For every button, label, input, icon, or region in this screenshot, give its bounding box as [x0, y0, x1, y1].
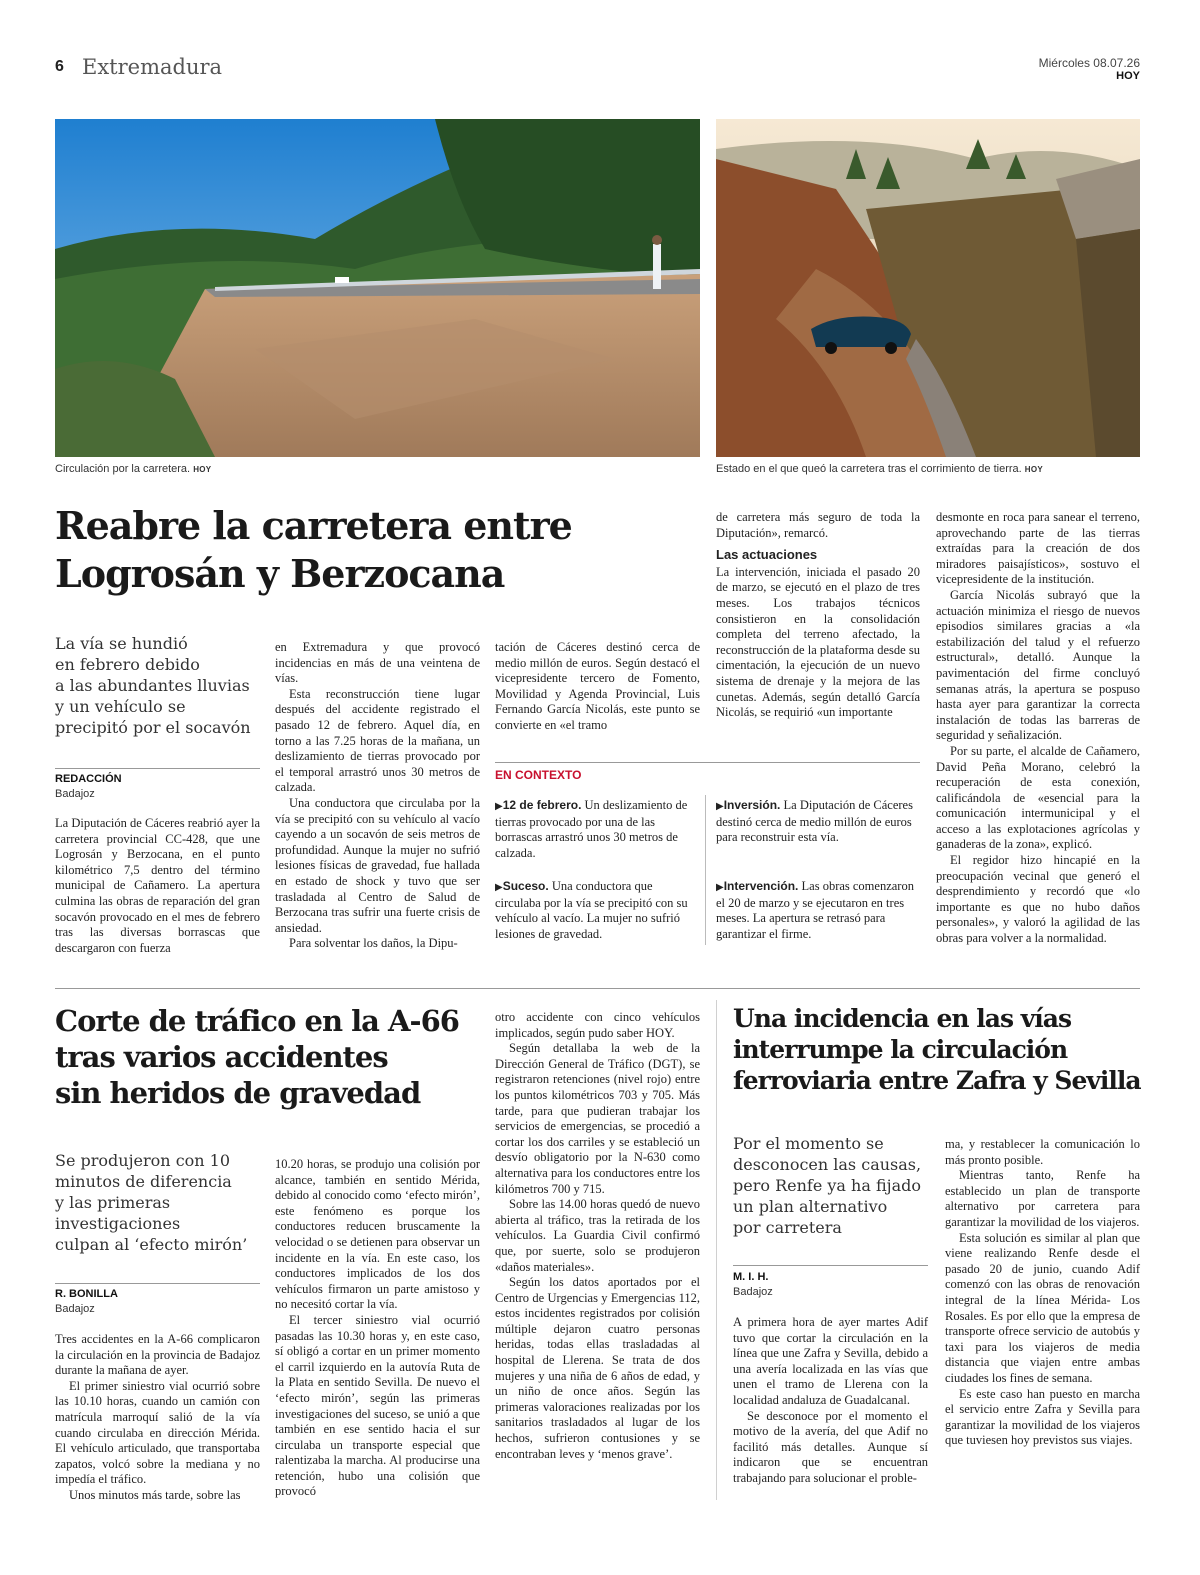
subtitle-line: a las abundantes lluvias	[55, 676, 250, 695]
caption-text: Circulación por la carretera.	[55, 463, 191, 475]
paragraph: Esta reconstrucción tiene lugar después del accidente registrado el pasado 12 de febrero. Aquel día, en torno a las 7.25 horas de la mañana, un deslizamiento de tierras provocado por el temporal arrastró unos 30 metros de calzada.	[275, 686, 480, 795]
subtitle-line: investigaciones	[55, 1214, 181, 1233]
caption-text: Estado en el que queó la carretera tras el corrimiento de tierra.	[716, 463, 1022, 475]
context-top-rule	[495, 762, 920, 763]
section-divider	[55, 988, 1140, 989]
paragraph: Unos minutos más tarde, sobre las	[69, 1487, 241, 1502]
headline-line: Una incidencia en las vías	[733, 1004, 1072, 1033]
paragraph: Por su parte, el alcalde de Cañamero, David Peña Morano, celebró la recuperación de esta conexión, calificándola de «esencial para la comunicación intermunicipal y el acceso a las explotaciones agrícolas y ganaderas de la zona», explicó.	[936, 743, 1140, 852]
paragraph: A primera hora de ayer martes Adif tuvo que cortar la circulación en la línea que une Zafra y Sevilla, debido a una avería localizada en las vías que unen el tramo de Llerena con la localidad andaluza de Guadalcanal.	[733, 1315, 928, 1407]
paragraph: El regidor hizo hincapié en la preocupación vecinal que generó el desprendimiento y recordó que «lo importante es que no hubo daños personales», y valoró la agilidad de las obras para volver a la normalidad.	[936, 853, 1140, 946]
headline-line: sin heridos de gravedad	[55, 1076, 421, 1110]
triangle-bullet-icon: ▶	[495, 801, 503, 812]
article3-headline	[733, 1003, 1153, 1096]
caption-credit: HOY	[1024, 465, 1044, 474]
byline-divider	[55, 768, 260, 769]
paragraph: Sobre las 14.00 horas quedó de nuevo abierta al tráfico, tras la retirada de los vehículos. La Guardia Civil confirmó que, por suerte, solo se produjeron «daños materiales».	[495, 1197, 700, 1274]
article1-subtitle	[55, 633, 260, 738]
triangle-bullet-icon: ▶	[495, 882, 503, 893]
issue-date: Miércoles 08.07.26	[1038, 56, 1140, 70]
paragraph: ma, y restablecer la comunicación lo más pronto posible.	[945, 1137, 1140, 1167]
subtitle-line: por carretera	[733, 1218, 842, 1237]
byline-divider	[55, 1283, 260, 1284]
subtitle-line: en febrero debido	[55, 655, 200, 674]
subtitle-line: Se produjeron con 10	[55, 1151, 231, 1170]
article3-byline: M. I. H.	[733, 1271, 769, 1283]
subtitle-line: desconocen las causas,	[733, 1155, 922, 1174]
page-number: 6	[55, 58, 64, 75]
triangle-bullet-icon: ▶	[716, 882, 724, 893]
article2-headline	[55, 1003, 485, 1111]
article1-column-3	[495, 640, 700, 734]
context-item-text: La Diputación de Cáceres destinó cerca de medio millón de euros para reconstruir esta vía.	[716, 798, 913, 845]
article3-column-2	[945, 1137, 1140, 1449]
headline-line: ferroviaria entre Zafra y Sevilla	[733, 1066, 1141, 1095]
publication-name: HOY	[1116, 70, 1140, 82]
paragraph: otro accidente con cinco vehículos implicados, según pudo saber HOY.	[495, 1010, 700, 1040]
article1-column-1	[55, 816, 260, 956]
paragraph: Para solventar los daños, la Dipu-	[289, 936, 458, 951]
paragraph: Es este caso han puesto en marcha el servicio entre Zafra y Sevilla para garantizar la movilidad de los viajeros que tuviesen hoy previstos sus viajes.	[945, 1386, 1140, 1448]
paragraph: García Nicolás subrayó que la actuación minimiza el riesgo de nuevos episodios similares gracias a «la estabilización del talud y el refuerzo estructural», detalló. Aunque la pavimentación del firme concluyó semanas atrás, la apertura se pospuso hasta ayer para garantizar la correcta instalación de todas las barreras de seguridad y señalización.	[936, 587, 1140, 743]
article3-place: Badajoz	[733, 1286, 773, 1298]
subtitle-line: pero Renfe ya ha fijado	[733, 1176, 922, 1195]
paragraph: Según los datos aportados por el Centro de Urgencias y Emergencias 112, estos incidentes registrados por colisión múltiple dejaron cuatro personas heridas, todas ellas trasladadas al hospital de Llerena. Se trata de dos mujeres y una niña de 6 años de edad, y un niño de once años. Según las primeras valoraciones realizadas por los sanitarios trasladados al lugar de los hechos, sufrieron contusiones y se encontraban leves y ‘menos grave’.	[495, 1275, 700, 1461]
article1-column-4	[716, 510, 920, 721]
article2-column-2	[275, 1157, 480, 1500]
paragraph: de carretera más seguro de toda la Diputación», remarcó.	[716, 510, 920, 540]
subtitle-line: culpan al ‘efecto mirón’	[55, 1235, 248, 1254]
subtitle-line: minutos de diferencia	[55, 1172, 232, 1191]
paragraph: La Diputación de Cáceres reabrió ayer la carretera provincial CC-428, que une Logrosán y Berzocana, en el punto kilométrico 7,5 dentro del término municipal de Cañamero. La apertura culmina las obras de reparación del gran socavón provocado en el mes de febrero tras las diversas borrascas que descargaron con fuerza	[55, 816, 260, 955]
paragraph: Tres accidentes en la A-66 complicaron la circulación en la provincia de Badajoz durante la mañana de ayer.	[55, 1332, 260, 1378]
headline-line: interrumpe la circulación	[733, 1035, 1068, 1064]
context-item-title: Suceso.	[502, 879, 549, 893]
paragraph: Se desconoce por el momento el motivo de la avería, del que Adif no facilitó más detalles. Aunque sí indicaron que se encuentran trabajando para solucionar el proble-	[733, 1408, 928, 1485]
article1-byline: REDACCIÓN	[55, 773, 122, 785]
paragraph: Según detallaba la web de la Dirección General de Tráfico (DGT), se registraron retenciones (nivel rojo) entre los puntos kilométricos 703 y 705. Más tarde, para que pudieran trabajar los servicios de emergencias, se procedió a cortar los dos carriles y se estableció un desvío obligatorio por la N-630 como alternativa para los conductores entre los kilómetros 700 y 715.	[495, 1041, 700, 1196]
headline-line: Logrosán y Berzocana	[55, 551, 505, 596]
context-item-text: Las obras comenzaron el 20 de marzo y se ejecutaron en tres meses. La apertura se retrasó para garantizar el firme.	[716, 879, 914, 941]
article-divider	[716, 1000, 717, 1500]
paragraph: El tercer siniestro vial ocurrió pasadas las 10.30 horas y, en este caso, sí obligó a cortar en un primer momento el carril izquierdo en la autovía Ruta de la Plata en sentido Sevilla. De nuevo el ‘efecto mirón’, según las primeras investigaciones del suceso, se unió a que también en ese sentido hacia el sur circulaba un transporte especial que ralentizaba la marcha. Al producirse una retención, hubo una colisión que provocó	[275, 1312, 480, 1499]
caption-credit: HOY	[193, 465, 212, 474]
paragraph: en Extremadura y que provocó incidencias en más de una veintena de vías.	[275, 640, 480, 686]
context-item-text: Una conductora que circulaba por la vía se precipitó con su vehículo al vacío. La mujer no sufrió lesiones de gravedad.	[495, 879, 688, 941]
context-item	[495, 798, 695, 861]
subtitle-line: y un vehículo se	[55, 697, 186, 716]
paragraph: Una conductora que circulaba por la vía se precipitó con su vehículo al vacío cayendo a un socavón de seis metros de profundidad. Aunque la mujer no sufrió lesiones físicas de gravedad, fue hallada en estado de shock y tuvo que ser trasladada al Centro de Salud de Berzocana tras sufrir una fuerte crisis de ansiedad.	[275, 795, 480, 935]
article1-headline	[55, 502, 655, 598]
road-photo	[55, 119, 700, 457]
article1-column-5	[936, 510, 1140, 947]
article2-column-3	[495, 1010, 700, 1462]
triangle-bullet-icon: ▶	[716, 801, 724, 812]
headline-line: Corte de tráfico en la A-66	[55, 1004, 459, 1038]
article1-column-2	[275, 640, 480, 952]
subheading: Las actuaciones	[716, 547, 818, 563]
paragraph: Mientras tanto, Renfe ha establecido un plan de transporte alternativo por carretera para garantizar la movilidad de los viajeros.	[945, 1168, 1140, 1229]
context-item-title: Inversión.	[723, 798, 781, 812]
article1-place: Badajoz	[55, 788, 95, 800]
context-divider	[705, 795, 706, 945]
context-item	[716, 798, 916, 846]
article3-column-1	[733, 1315, 928, 1487]
context-item-text: Un deslizamiento de tierras provocado por una de las borrascas arrastró unos 30 metros de calzada.	[495, 798, 688, 860]
paragraph: desmonte en roca para sanear el terreno, aprovechando parte de las tierras extraídas para la creación de dos miradores paisajísticos», sostuvo el vicepresidente de la institución.	[936, 510, 1140, 587]
landslide-photo	[716, 119, 1140, 457]
context-item	[716, 879, 916, 942]
section-title: Extremadura	[82, 55, 223, 79]
context-item-title: 12 de febrero.	[502, 798, 582, 812]
paragraph: 10.20 horas, se produjo una colisión por alcance, también en sentido Mérida, debido al conocido como ‘efecto mirón’, este fenómeno es porque los conductores reducen bruscamente la velocidad o se detienen para observar un incidente en la vía. En este caso, los conductores implicados de los dos vehículos firmaron un parte amistoso y no necesitó cortar la vía.	[275, 1157, 480, 1312]
headline-line: tras varios accidentes	[55, 1040, 388, 1074]
subtitle-line: La vía se hundió	[55, 634, 188, 653]
subtitle-line: Por el momento se	[733, 1134, 884, 1153]
paragraph: La intervención, iniciada el pasado 20 de marzo, se ejecutó en el plazo de tres meses. Los trabajos técnicos consistieron en la consolidación completa del terreno afectado, la reconstrucción de la plataforma desde su cimentación, la ejecución de un nuevo sistema de drenaje y la mejora de las cunetas. Además, según detalló García Nicolás, se requirió «un importante	[716, 564, 920, 720]
article2-byline: R. BONILLA	[55, 1288, 118, 1300]
context-label: EN CONTEXTO	[495, 768, 582, 782]
left-photo-caption	[55, 463, 700, 475]
context-item-title: Intervención.	[723, 879, 799, 893]
right-photo-caption	[716, 463, 1146, 475]
article3-subtitle	[733, 1133, 933, 1238]
subtitle-line: precipitó por el socavón	[55, 718, 251, 737]
subtitle-line: un plan alternativo	[733, 1197, 888, 1216]
paragraph: tación de Cáceres destinó cerca de medio millón de euros. Según destacó el vicepresidente tercero de Fomento, Movilidad y Agenda Provincial, Luis Fernando García Nicolás, este punto se convierte en «el tramo	[495, 640, 700, 732]
article2-subtitle	[55, 1150, 260, 1255]
headline-line: Reabre la carretera entre	[55, 503, 572, 548]
article2-column-1	[55, 1332, 260, 1504]
paragraph: El primer siniestro vial ocurrió sobre las 10.10 horas, cuando un camión con matrícula marroquí salió de la vía cuando circulaba en dirección Mérida. El vehículo articulado, que transportaba zapatos, volcó sobre la mediana y no impedía el tráfico.	[55, 1378, 260, 1487]
subtitle-line: y las primeras	[55, 1193, 171, 1212]
context-item	[495, 879, 695, 942]
byline-divider	[733, 1265, 928, 1266]
paragraph: Esta solución es similar al plan que viene realizando Renfe desde el pasado 20 de junio, cuando Adif comenzó con las obras de renovación integral de la línea Mérida- Los Rosales. Es por ello que la empresa de transporte ofrece servicio de autobús y taxi para los viajeros de media distancia que viajen entre ambas ciudades los fines de semana.	[945, 1230, 1140, 1385]
article2-place: Badajoz	[55, 1303, 95, 1315]
